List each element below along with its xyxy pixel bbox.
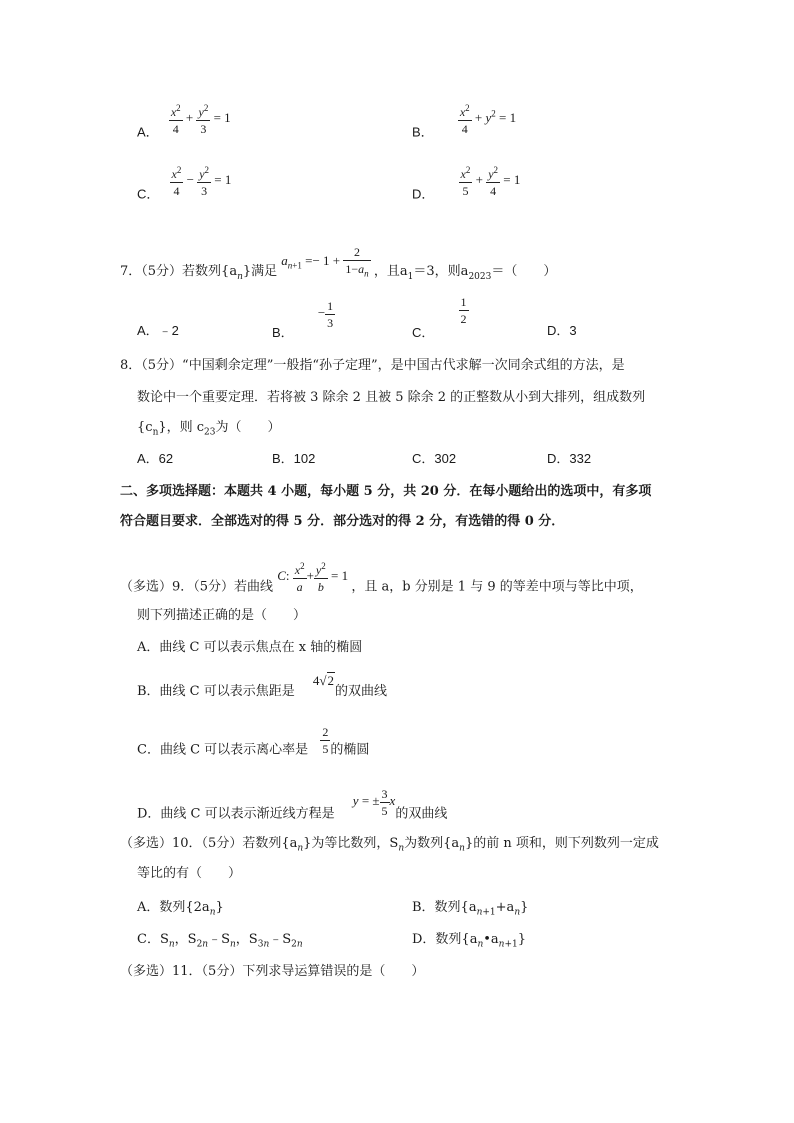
q6-option-d-expr: $\frac{x^2}{5}$ + $\frac{y^2}{4}$ = 1 [460,165,521,198]
q6-option-c [137,165,232,211]
q6-option-a-label: A． [137,124,159,140]
q9-option-b: B．曲线 C 可以表示焦距是 4√2的双曲线 [137,673,388,699]
q6-option-c-label: C． [137,186,160,202]
q9-option-d: D．曲线 C 可以表示渐近线方程是 y = ± $\frac{3}{5}$ x的双曲线 [137,787,448,822]
q8-option-b: B．102 [272,451,316,466]
q6-option-d-label: D． [412,186,435,202]
q6-option-b-label: B． [412,124,434,140]
section2-heading-line2: 符合题目要求．全部选对的得 5 分．部分选对的得 2 分，有选错的得 0 分． [120,514,565,529]
q8-option-a: A．62 [137,451,174,466]
q9-option-c: C．曲线 C 可以表示离心率是 $\frac{2}{5}$ 的椭圆 [137,725,370,758]
q6-option-c-expr: $\frac{x^2}{4}$ − $\frac{y^2}{3}$ = 1 [171,165,232,198]
section2-heading-line1: 二、多项选择题：本题共 4 小题，每小题 5 分，共 20 分．在每小题给出的选项中，有多项 [120,484,652,499]
q10-option-c: C．$S_n$，$S_{2n}﹣S_n$，$S_{3n}﹣S_{2n}$ [137,932,303,950]
q7-option-c: C． $\frac{1}{2}$ [412,295,467,341]
q10-option-b: B．数列$\{a_{n+1}+a_n\}$ [412,900,529,918]
q11-stem: （多选）11．（5分）下列求导运算错误的是（ ） [120,964,425,979]
q9-option-a: A．曲线 C 可以表示焦点在 x 轴的椭圆 [137,640,363,655]
q10-line2: 等比的有（ ） [137,866,242,881]
q9-line2: 则下列描述正确的是（ ） [137,608,307,623]
q6-option-b-expr: $\frac{x^2}{4}$ + $y^2 = 1$ [459,103,517,136]
q7-option-a: A．﹣2 [137,323,179,338]
q7-prefix: 7．（5分）若数列{a [120,264,238,280]
q7-option-d: D．3 [547,323,577,338]
q6-option-b [412,103,517,149]
q8-line3: $\{c_n\}$，则 $c_{23}$为（ ） [137,420,281,438]
q8-option-c: C．302 [412,451,457,466]
q7-stem: 7．（5分）若数列$\{a_n\}$满足 $a_{n+1} =- 1$ + $\frac{2}{1-a_n}$ ，且$a_1=3$，则$a_{2023}=$（ ） [120,245,557,282]
q10-option-d: D．数列$\{a_n•a_{n+1}\}$ [412,932,527,950]
q8-option-d: D．332 [547,451,592,466]
q9-curve-formula: C: $\frac{x^2}{a}$ + $\frac{y^2}{b}$ = 1 [277,561,352,594]
q6-option-a-expr: $\frac{x^2}{4}$ + $\frac{y^2}{3}$ = 1 [170,103,231,136]
q7-formula: $a_{n+1} =- 1$ + $\frac{2}{1-a_n}$ [281,245,369,279]
q9-stem: （多选）9．（5分）若曲线 C: $\frac{x^2}{a}$ + $\frac{y^2}{b}$ = 1 ，且 a，b 分别是 1 与 9 的等差中项与等比中项， [120,561,643,595]
q7-option-b: B． − $\frac{1}{3}$ [272,299,334,341]
q8-line1: 8．（5分）“中国剩余定理”一般指“孙子定理”，是中国古代求解一次同余式组的方法，是 [120,358,625,373]
q6-option-a [137,103,231,149]
q10-line1: （多选）10．（5分）若数列$\{a_n\}$为等比数列，$S_n$为数列$\{a_n\}$的前 n 项和，则下列数列一定成 [120,836,659,854]
q10-option-a: A．数列$\{2a_n\}$ [137,900,224,918]
q8-line2: 数论中一个重要定理．若将被 3 除余 2 且被 5 除余 2 的正整数从小到大排列，组成数列 [137,390,646,405]
q6-option-d [412,165,521,211]
